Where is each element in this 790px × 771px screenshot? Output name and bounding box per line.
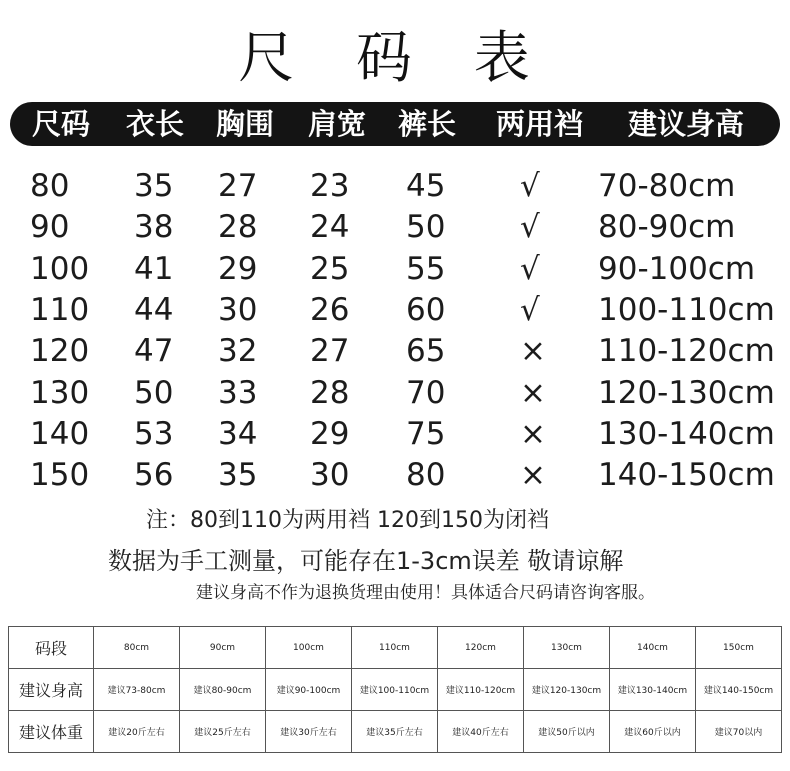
cell-crotch: × xyxy=(520,415,546,452)
row-label-height: 建议身高 xyxy=(9,669,94,711)
cell-pants: 55 xyxy=(406,250,446,287)
page-title: 尺 码 表 xyxy=(238,26,552,91)
cell-height: 130-140cm xyxy=(598,415,775,452)
height-cell: 建议140-150cm xyxy=(696,669,782,711)
height-cell: 建议80-90cm xyxy=(180,669,266,711)
table-row xyxy=(0,457,790,497)
size-cell: 90cm xyxy=(180,627,266,669)
weight-cell: 建议20斤左右 xyxy=(94,711,180,753)
cell-height: 110-120cm xyxy=(598,333,775,370)
height-cell: 建议120-130cm xyxy=(524,669,610,711)
weight-cell: 建议25斤左右 xyxy=(180,711,266,753)
cell-length: 50 xyxy=(134,374,174,411)
cell-size: 100 xyxy=(30,250,90,287)
cell-crotch: × xyxy=(520,457,546,494)
height-cell: 建议110-120cm xyxy=(438,669,524,711)
cell-shoulder: 24 xyxy=(310,209,350,246)
cell-size: 110 xyxy=(30,291,90,328)
table-row xyxy=(0,209,790,249)
cell-chest: 28 xyxy=(218,209,258,246)
cell-crotch: × xyxy=(520,374,546,411)
row-label-size: 码段 xyxy=(9,627,94,669)
cell-crotch: √ xyxy=(520,291,540,328)
table-row xyxy=(0,333,790,373)
cell-crotch: × xyxy=(520,333,546,370)
cell-crotch: √ xyxy=(520,250,540,287)
cell-shoulder: 30 xyxy=(310,457,350,494)
height-cell: 建议100-110cm xyxy=(352,669,438,711)
weight-cell: 建议50斤以内 xyxy=(524,711,610,753)
weight-cell: 建议40斤左右 xyxy=(438,711,524,753)
cell-height: 140-150cm xyxy=(598,457,775,494)
header-pants: 裤长 xyxy=(398,107,457,141)
header-shoulder: 肩宽 xyxy=(308,107,367,141)
size-cell: 80cm xyxy=(94,627,180,669)
header-chest: 胸围 xyxy=(216,107,275,141)
measurement-note: 数据为手工测量，可能存在1-3cm误差 敬请谅解 xyxy=(108,547,624,575)
cell-size: 130 xyxy=(30,374,90,411)
cell-height: 100-110cm xyxy=(598,291,775,328)
cell-chest: 35 xyxy=(218,457,258,494)
cell-height: 90-100cm xyxy=(598,250,756,287)
height-cell: 建议73-80cm xyxy=(94,669,180,711)
cell-height: 80-90cm xyxy=(598,209,736,246)
height-cell: 建议130-140cm xyxy=(610,669,696,711)
size-cell: 110cm xyxy=(352,627,438,669)
size-cell: 140cm xyxy=(610,627,696,669)
size-cell: 100cm xyxy=(266,627,352,669)
cell-size: 90 xyxy=(30,209,70,246)
header-crotch: 两用裆 xyxy=(496,107,584,141)
weight-cell: 建议60斤以内 xyxy=(610,711,696,753)
weight-cell: 建议70以内 xyxy=(696,711,782,753)
cell-length: 38 xyxy=(134,209,174,246)
header-height: 建议身高 xyxy=(628,107,745,141)
cell-length: 47 xyxy=(134,333,174,370)
cell-pants: 70 xyxy=(406,374,446,411)
cell-chest: 30 xyxy=(218,291,258,328)
cell-pants: 65 xyxy=(406,333,446,370)
table-row xyxy=(0,251,790,291)
return-note: 建议身高不作为退换货理由使用！具体适合尺码请咨询客服。 xyxy=(196,583,655,603)
size-cell: 120cm xyxy=(438,627,524,669)
table-row xyxy=(0,416,790,456)
table-row-height xyxy=(9,669,782,711)
cell-shoulder: 23 xyxy=(310,168,350,204)
cell-size: 80 xyxy=(30,168,70,204)
cell-pants: 80 xyxy=(406,457,446,494)
cell-size: 150 xyxy=(30,457,90,494)
header-bar xyxy=(10,102,780,146)
size-range-table xyxy=(8,626,782,753)
cell-crotch: √ xyxy=(520,168,540,204)
table-row xyxy=(0,292,790,332)
height-cell: 建议90-100cm xyxy=(266,669,352,711)
cell-height: 120-130cm xyxy=(598,374,775,411)
cell-shoulder: 27 xyxy=(310,333,350,370)
cell-shoulder: 25 xyxy=(310,250,350,287)
cell-shoulder: 26 xyxy=(310,291,350,328)
cell-chest: 29 xyxy=(218,250,258,287)
row-label-weight: 建议体重 xyxy=(9,711,94,753)
table-row-weight xyxy=(9,711,782,753)
crotch-note: 注：80到110为两用裆 120到150为闭裆 xyxy=(146,508,549,533)
cell-pants: 50 xyxy=(406,209,446,246)
weight-cell: 建议30斤左右 xyxy=(266,711,352,753)
cell-length: 56 xyxy=(134,457,174,494)
cell-height: 70-80cm xyxy=(598,168,736,204)
weight-cell: 建议35斤左右 xyxy=(352,711,438,753)
cell-pants: 75 xyxy=(406,415,446,452)
cell-crotch: √ xyxy=(520,209,540,246)
cell-length: 53 xyxy=(134,415,174,452)
cell-size: 140 xyxy=(30,415,90,452)
cell-chest: 27 xyxy=(218,168,258,204)
header-length: 衣长 xyxy=(126,107,185,141)
cell-shoulder: 29 xyxy=(310,415,350,452)
size-cell: 150cm xyxy=(696,627,782,669)
table-row xyxy=(0,375,790,415)
cell-chest: 32 xyxy=(218,333,258,370)
cell-chest: 33 xyxy=(218,374,258,411)
table-row-size xyxy=(9,627,782,669)
cell-pants: 60 xyxy=(406,291,446,328)
cell-pants: 45 xyxy=(406,168,446,204)
cell-length: 44 xyxy=(134,291,174,328)
cell-size: 120 xyxy=(30,333,90,370)
cell-shoulder: 28 xyxy=(310,374,350,411)
cell-length: 41 xyxy=(134,250,174,287)
cell-length: 35 xyxy=(134,168,174,204)
cell-chest: 34 xyxy=(218,415,258,452)
size-cell: 130cm xyxy=(524,627,610,669)
table-row xyxy=(0,168,790,208)
header-size: 尺码 xyxy=(32,107,91,141)
